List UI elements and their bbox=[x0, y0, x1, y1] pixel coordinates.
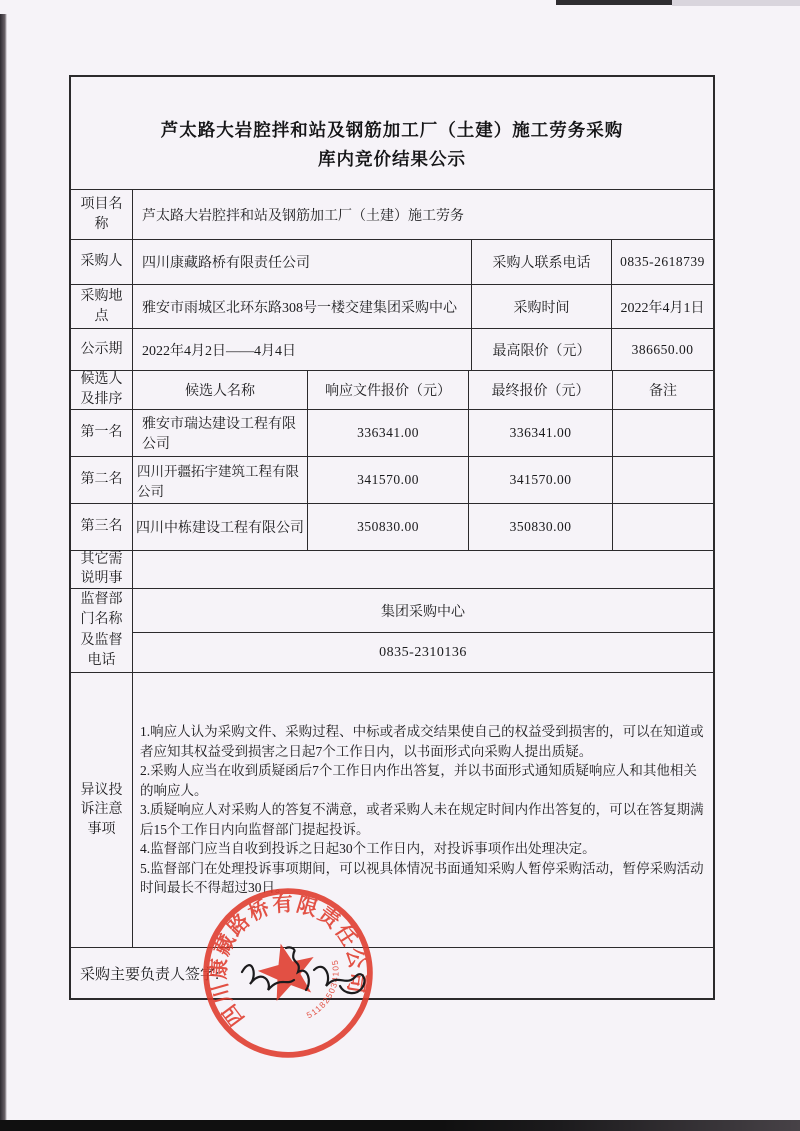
purchaser-phone-label: 采购人联系电话 bbox=[472, 240, 612, 284]
project-name-label: 项目名称 bbox=[71, 190, 133, 239]
row-project-name bbox=[71, 190, 713, 240]
max-price-label: 最高限价（元） bbox=[472, 329, 612, 370]
row-publicity-period bbox=[71, 329, 713, 371]
dispute-item-5: 5.监督部门在处理投诉事项期间，可以视具体情况书面通知采购人暂停采购活动，暂停采购活动时间最长不得超过30日。 bbox=[140, 860, 704, 896]
other-notes-value bbox=[133, 551, 713, 588]
row-dispute-notes bbox=[71, 673, 713, 948]
candidate-rank: 第三名 bbox=[71, 504, 133, 550]
col-header-remark: 备注 bbox=[649, 384, 677, 399]
candidate-doc-price: 350830.00 bbox=[308, 504, 469, 550]
candidate-name: 雅安市瑞达建设工程有限公司 bbox=[133, 410, 308, 456]
candidate-doc-price: 341570.00 bbox=[308, 457, 469, 503]
purchase-time-label: 采购时间 bbox=[472, 285, 612, 328]
dispute-label: 异议投诉注意事项 bbox=[71, 673, 133, 947]
supervision-phone: 0835-2310136 bbox=[379, 644, 467, 660]
candidate-rank: 第二名 bbox=[71, 457, 133, 503]
max-price-value: 386650.00 bbox=[631, 341, 694, 357]
signature-label: 采购主要负责人签字: bbox=[80, 966, 220, 983]
candidate-doc-price: 336341.00 bbox=[308, 410, 469, 456]
stamp-company-arc-text: 四川康藏路桥有限责任公司 bbox=[207, 892, 370, 1031]
supervision-label: 监督部门名称及监督电话 bbox=[71, 589, 133, 672]
col-header-final-price: 最终报价（元） bbox=[469, 371, 613, 409]
signature-scribble bbox=[228, 942, 388, 1008]
purchaser-label: 采购人 bbox=[71, 240, 133, 284]
dispute-item-2: 2.采购人应当在收到质疑函后7个工作日内作出答复，并以书面形式通知质疑响应人和其他相关的响应人。 bbox=[140, 763, 697, 798]
candidate-row-1 bbox=[71, 410, 713, 457]
candidate-remark bbox=[613, 410, 713, 456]
purchaser-phone-value: 0835-2618739 bbox=[620, 254, 705, 269]
purchase-time-value: 2022年4月1日 bbox=[620, 300, 705, 316]
candidate-remark bbox=[613, 457, 713, 503]
candidate-name: 四川中栋建设工程有限公司 bbox=[133, 504, 308, 550]
candidate-name: 四川开疆拓宇建筑工程有限公司 bbox=[133, 457, 308, 503]
title-block bbox=[71, 77, 713, 190]
location-label: 采购地点 bbox=[71, 285, 133, 328]
announcement-table bbox=[69, 75, 715, 1000]
doc-title-line2: 库内竞价结果公示 bbox=[318, 149, 466, 170]
col-header-doc-price: 响应文件报价（元） bbox=[308, 371, 469, 409]
candidate-remark bbox=[613, 504, 713, 550]
dispute-item-1: 1.响应人认为采购文件、采购过程、中标或者成交结果使自己的权益受到损害的，可以在知道或者应知其权益受到损害之日起7个工作日内，以书面形式向采购人提出质疑。 bbox=[140, 723, 704, 759]
other-notes-label: 其它需说明事 bbox=[71, 551, 133, 588]
candidate-final-price: 350830.00 bbox=[469, 504, 613, 550]
row-purchaser bbox=[71, 240, 713, 285]
candidate-row-2 bbox=[71, 457, 713, 504]
project-name-value: 芦太路大岩腔拌和站及钢筋加工厂（土建）施工劳务 bbox=[142, 208, 464, 224]
scan-edge-left bbox=[0, 14, 7, 1131]
publicity-value: 2022年4月2日——4月4日 bbox=[133, 329, 472, 370]
scan-edge-top-right bbox=[672, 0, 800, 6]
row-signature bbox=[71, 948, 713, 998]
dispute-item-3: 3.质疑响应人对采购人的答复不满意，或者采购人未在规定时间内作出答复的，可以在答复期满后15个工作日内向监督部门提起投诉。 bbox=[140, 802, 704, 837]
doc-title-line1: 芦太路大岩腔拌和站及钢筋加工厂（土建）施工劳务采购 bbox=[160, 119, 624, 140]
candidate-final-price: 341570.00 bbox=[469, 457, 613, 503]
location-value: 雅安市雨城区北环东路308号一楼交建集团采购中心 bbox=[133, 285, 472, 328]
supervision-values bbox=[133, 589, 713, 672]
publicity-label: 公示期 bbox=[71, 329, 133, 370]
row-other-notes bbox=[71, 551, 713, 589]
scan-edge-top bbox=[556, 0, 672, 5]
supervision-department: 集团采购中心 bbox=[133, 589, 713, 633]
purchaser-value: 四川康藏路桥有限责任公司 bbox=[133, 240, 472, 284]
stamp-registration-number: 511825034105 bbox=[304, 958, 341, 1021]
candidates-header-row bbox=[71, 371, 713, 410]
row-location bbox=[71, 285, 713, 329]
candidate-final-price: 336341.00 bbox=[469, 410, 613, 456]
scan-edge-bottom bbox=[0, 1120, 800, 1131]
col-header-rank: 候选人及排序 bbox=[71, 371, 133, 409]
row-supervision bbox=[71, 589, 713, 673]
col-header-name: 候选人名称 bbox=[133, 371, 308, 409]
dispute-item-4: 4.监督部门应当自收到投诉之日起30个工作日内，对投诉事项作出处理决定。 bbox=[140, 841, 596, 857]
candidate-row-3 bbox=[71, 504, 713, 551]
candidate-rank: 第一名 bbox=[71, 410, 133, 456]
